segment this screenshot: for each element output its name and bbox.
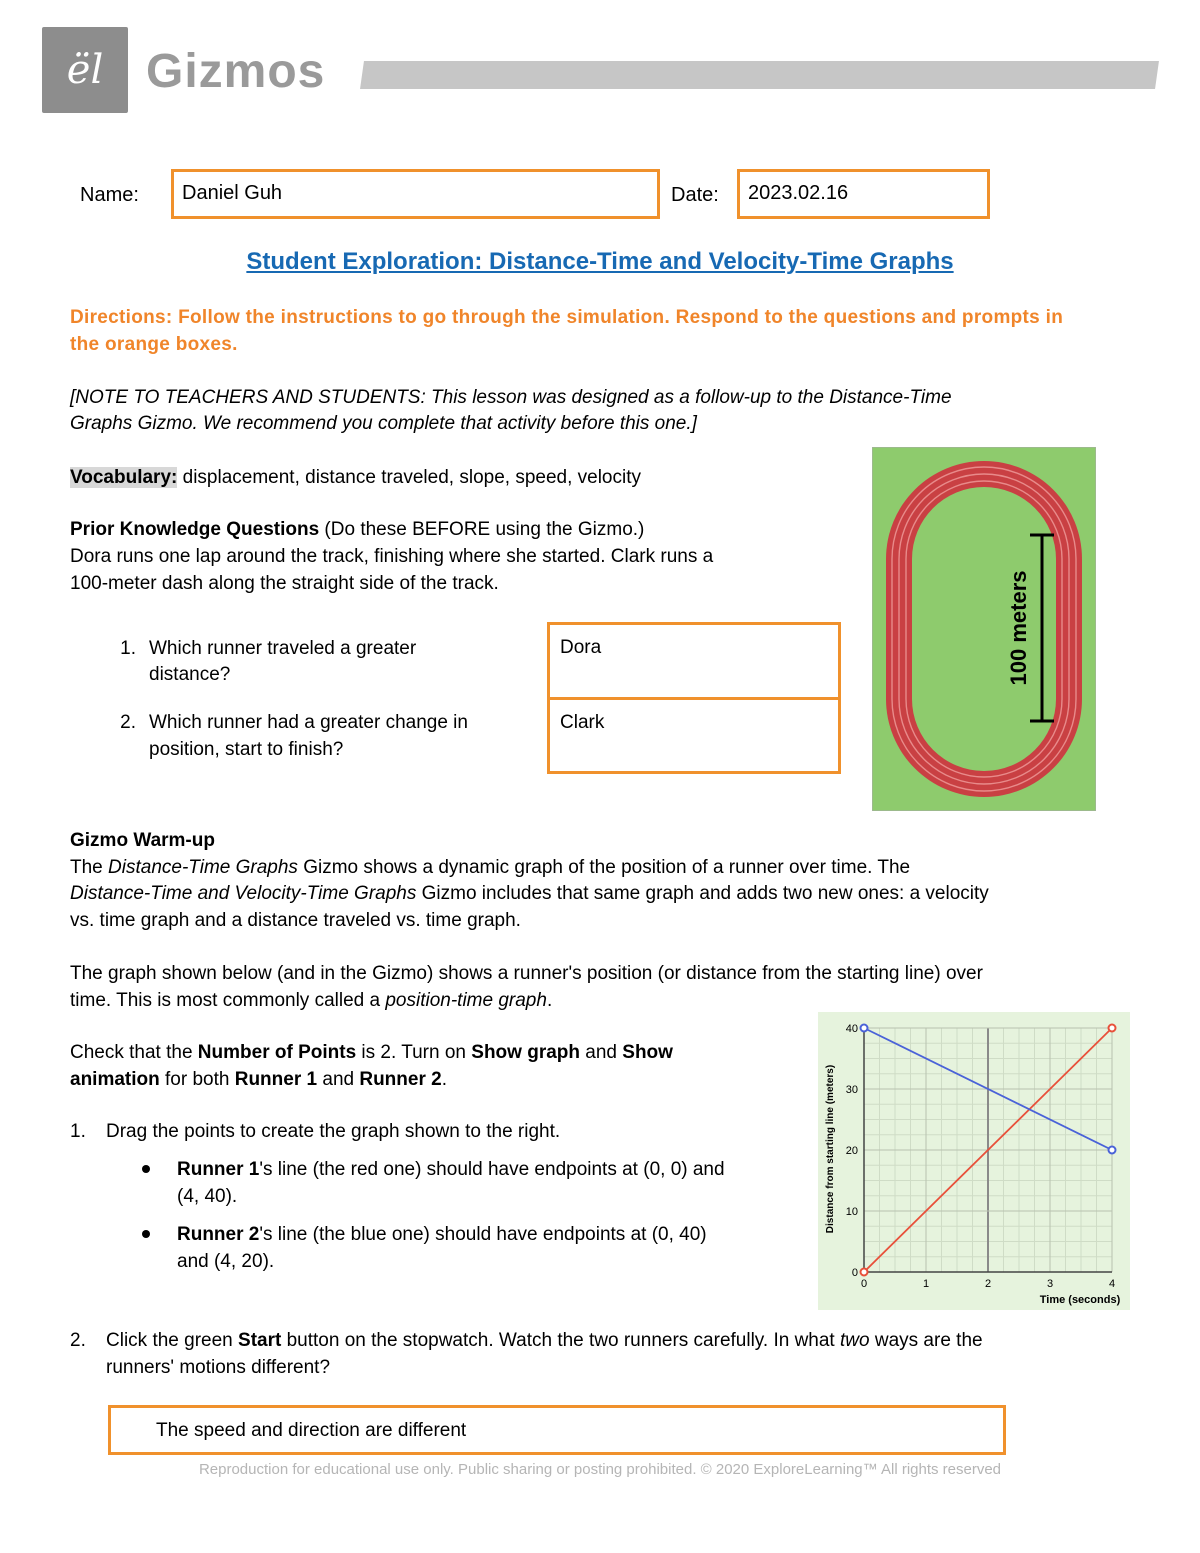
vocabulary-label: Vocabulary: [70, 467, 178, 488]
step-2-c: button on the stopwatch. Watch the two runners carefully. In what [281, 1330, 840, 1351]
warmup-p1-d: Distance-Time and Velocity-Time Graphs [70, 883, 417, 904]
directions: Directions: Follow the instructions to go through the simulation. Respond to the questions and prompts in the orange boxes. [70, 307, 1064, 355]
prior-knowledge-heading-line [70, 516, 644, 543]
date-label: Date: [671, 184, 719, 206]
question-1-number: 1. [120, 638, 136, 659]
x-tick-label: 3 [1046, 1278, 1054, 1290]
warmup-p1-line-2 [70, 880, 989, 907]
warmup-p2-d: . [546, 990, 553, 1011]
step-1-number: 1. [70, 1121, 86, 1142]
show-term: Show [622, 1042, 673, 1063]
warmup-p3-line-2 [70, 1066, 447, 1093]
step-2-e: ways are the [869, 1330, 983, 1351]
warmup-p2-c: position-time graph [385, 990, 547, 1011]
runner-2-point [861, 1025, 868, 1032]
start-term: Start [238, 1330, 282, 1351]
prior-text-line-2: 100-meter dash along the straight side of the track. [70, 573, 499, 594]
step-2-a: Click the green [106, 1330, 239, 1351]
x-tick-label: 0 [860, 1278, 868, 1290]
warmup-p3-l: . [441, 1069, 447, 1090]
bullet-2-text: 's line (the blue one) should have endpoints at (0, 40) [259, 1224, 707, 1245]
warmup-p3-h: for both [159, 1069, 235, 1090]
name-field[interactable] [171, 169, 660, 219]
animation-term: animation [70, 1069, 160, 1090]
running-track-image [872, 447, 1096, 811]
track-infield [912, 487, 1056, 771]
bullet-2-runner: Runner 2 [177, 1224, 260, 1245]
note-line-1: [NOTE TO TEACHERS AND STUDENTS: This lesson was designed as a follow-up to the Distance-Time [70, 387, 952, 408]
y-tick-label: 0 [851, 1267, 858, 1279]
y-tick-label: 20 [845, 1145, 858, 1157]
runner-1-point [1109, 1025, 1116, 1032]
question-2-line-2: position, start to finish? [149, 739, 344, 760]
warmup-p3-c: is 2. Turn on [356, 1042, 472, 1063]
header-bar [360, 61, 1159, 89]
name-label: Name: [80, 184, 139, 206]
explorelearning-logo [42, 27, 128, 113]
warmup-p3-a: Check that the [70, 1042, 198, 1063]
chart-y-axis-label: Distance from starting line (meters) [825, 1064, 836, 1234]
warmup-p1-a: The [70, 857, 109, 878]
runner-1-term: Runner 1 [234, 1069, 318, 1090]
warmup-p1-line-1 [70, 854, 910, 881]
warmup-p3-e: and [580, 1042, 623, 1063]
question-2-line-1: Which runner had a greater change in [149, 712, 468, 733]
warmup-p1-c: Gizmo shows a dynamic graph of the position of a runner over time. The [297, 857, 911, 878]
x-tick-label: 2 [984, 1278, 992, 1290]
question-1-line-2: distance? [149, 664, 231, 685]
warmup-p2-b: time. This is most commonly called a [70, 990, 386, 1011]
position-time-chart [818, 1012, 1130, 1310]
warmup-p3-line-1 [70, 1039, 673, 1066]
bullet-1-runner: Runner 1 [177, 1159, 260, 1180]
answer-box-1[interactable] [547, 622, 841, 700]
note-line-2: Graphs Gizmo. We recommend you complete that activity before this one.] [70, 413, 697, 434]
runner-2-point [1109, 1147, 1116, 1154]
warmup-p2-line-1: The graph shown below (and in the Gizmo) shows a runner's position (or distance from the starting line) over [70, 963, 983, 984]
warmup-p2-line-2 [70, 987, 552, 1014]
answer-1-text: Dora [560, 637, 602, 658]
answer-box-2[interactable] [547, 697, 841, 774]
runner-1-point [861, 1269, 868, 1276]
y-tick-label: 30 [845, 1084, 858, 1096]
bullet-1 [142, 1165, 150, 1173]
vocabulary-terms: displacement, distance traveled, slope, speed, velocity [177, 467, 642, 488]
logo-mark: ël [66, 47, 104, 93]
prior-knowledge-heading: Prior Knowledge Questions [70, 519, 320, 540]
chart-x-axis-label: Time (seconds) [1039, 1294, 1121, 1306]
y-tick-label: 40 [845, 1023, 858, 1035]
track-label: 100 meters [1006, 570, 1031, 686]
x-tick-label: 1 [922, 1278, 930, 1290]
bullet-2 [142, 1230, 150, 1238]
runner-2-term: Runner 2 [359, 1069, 442, 1090]
bullet-1-line-2: (4, 40). [177, 1186, 238, 1207]
name-value: Daniel Guh [182, 182, 283, 204]
warmup-p1-b: Distance-Time Graphs [108, 857, 298, 878]
warmup-p1-line-3: vs. time graph and a distance traveled vs. time graph. [70, 910, 521, 931]
bullet-1-line-1 [177, 1156, 725, 1183]
warmup-heading: Gizmo Warm-up [70, 830, 215, 851]
show-graph-term: Show graph [471, 1042, 580, 1063]
step-2-d: two [840, 1330, 870, 1351]
vocabulary [70, 464, 641, 491]
question-2-number: 2. [120, 712, 136, 733]
prior-knowledge-note: (Do these BEFORE using the Gizmo.) [319, 519, 645, 540]
warmup-p1-e: Gizmo includes that same graph and adds two new ones: a velocity [416, 883, 989, 904]
date-value: 2023.02.16 [748, 182, 849, 204]
page-title: Student Exploration: Distance-Time and Velocity-Time Graphs [246, 248, 954, 275]
brand-name: Gizmos [146, 45, 326, 98]
answer-3-text: The speed and direction are different [156, 1420, 467, 1441]
bullet-1-text: 's line (the red one) should have endpoints at (0, 0) and [259, 1159, 725, 1180]
step-2-line-2: runners' motions different? [106, 1357, 331, 1378]
step-1-text: Drag the points to create the graph shown to the right. [106, 1121, 561, 1142]
answer-2-text: Clark [560, 712, 605, 733]
date-field[interactable] [737, 169, 990, 219]
number-of-points-term: Number of Points [197, 1042, 357, 1063]
step-2-number: 2. [70, 1330, 86, 1351]
prior-text-line-1: Dora runs one lap around the track, finishing where she started. Clark runs a [70, 546, 714, 567]
step-2-line-1 [106, 1327, 983, 1354]
answer-box-3[interactable] [108, 1405, 1006, 1455]
bullet-2-line-2: and (4, 20). [177, 1251, 275, 1272]
question-1-line-1: Which runner traveled a greater [149, 638, 417, 659]
footer-copyright: Reproduction for educational use only. Public sharing or posting prohibited. © 2020 ExploreLearning™ All rights reserved [198, 1461, 1002, 1478]
bullet-2-line-1 [177, 1221, 707, 1248]
x-tick-label: 4 [1108, 1278, 1116, 1290]
warmup-p3-j: and [317, 1069, 360, 1090]
y-tick-label: 10 [845, 1206, 858, 1218]
